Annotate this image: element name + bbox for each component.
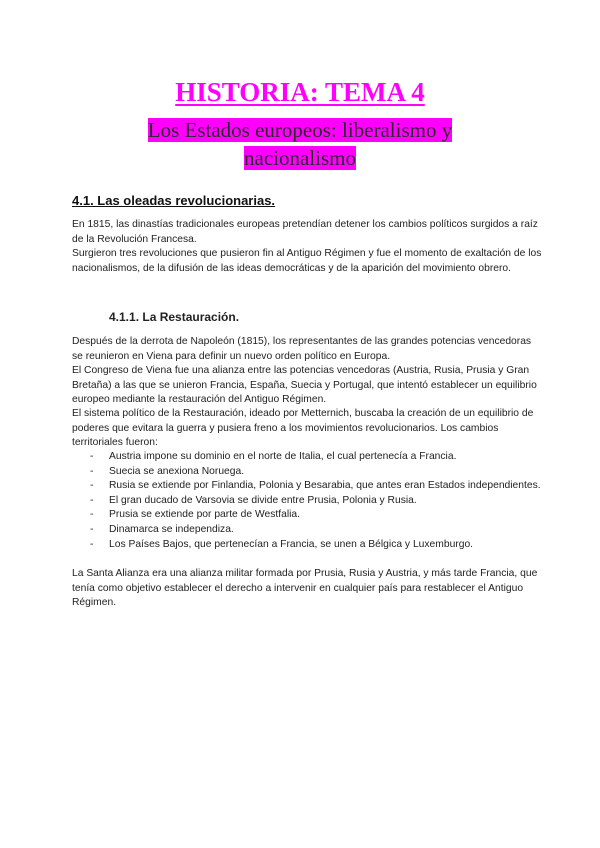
- list-item: [72, 450, 542, 465]
- list-item-text: Rusia se extiende por Finlandia, Polonia y Besarabia, que antes eran Estados independientes.: [109, 480, 541, 492]
- list-item: [72, 479, 542, 494]
- subtitle-line-2: nacionalismo: [244, 146, 356, 170]
- list-bullet: -: [90, 451, 94, 462]
- list-item: [72, 465, 542, 480]
- paragraph-santa-alianza: La Santa Alianza era una alianza militar formada por Prusia, Rusia y Austria, y más tarde Francia, que tenía como objetivo establecer el derecho a intervenir en cualquier país para restablecer el Antiguo Régimen.: [72, 568, 538, 609]
- paragraph-revoluciones: Surgieron tres revoluciones que pusieron fin al Antiguo Régimen y fue el momento de exaltación de los nacionalismos, de la difusión de las ideas democráticas y de la aparición del movimiento obrero.: [72, 248, 542, 274]
- list-item-text: El gran ducado de Varsovia se divide entre Prusia, Polonia y Rusia.: [109, 494, 417, 506]
- list-bullet: -: [90, 480, 94, 492]
- paragraph-intro: En 1815, las dinastías tradicionales europeas pretendían detener los cambios políticos surgidos a raíz de la Revolución Francesa.: [72, 219, 538, 245]
- list-item-text: Prusia se extiende por parte de Westfalia.: [109, 509, 300, 521]
- list-item: [72, 494, 542, 509]
- territorial-changes-list: [72, 450, 542, 552]
- section-heading-oleadas: 4.1. Las oleadas revolucionarias.: [72, 193, 276, 208]
- list-item: [72, 538, 542, 553]
- list-item-text: Austria impone su dominio en el norte de Italia, el cual pertenecía a Francia.: [109, 451, 457, 462]
- list-bullet: -: [90, 509, 94, 521]
- list-item: [72, 508, 542, 523]
- list-item-text: Suecia se anexiona Noruega.: [109, 465, 245, 477]
- paragraph-napoleon: Después de la derrota de Napoleón (1815), los representantes de las grandes potencias vencedoras se reunieron en Viena para definir un nuevo orden político en Europa.: [72, 336, 532, 362]
- subsection-heading-restauracion: 4.1.1. La Restauración.: [109, 310, 240, 324]
- subtitle-line-1: Los Estados europeos: liberalismo y: [147, 118, 453, 142]
- paragraph-congreso-viena: El Congreso de Viena fue una alianza entre las potencias vencedoras (Austria, Rusia, Prusia y Gran Bretaña) a las que se unieron Francia, España, Suecia y Portugal, que intentó establecer un equilibrio europeo mediante la restauración del Antiguo Régimen.: [72, 365, 537, 406]
- list-item-text: Los Países Bajos, que pertenecían a Francia, se unen a Bélgica y Luxemburgo.: [109, 538, 474, 550]
- list-bullet: -: [90, 465, 94, 477]
- page-title: HISTORIA: TEMA 4: [175, 77, 425, 107]
- list-bullet: -: [90, 494, 94, 506]
- list-bullet: -: [90, 538, 94, 550]
- list-item-text: Dinamarca se independiza.: [109, 523, 234, 535]
- page-subtitle: [100, 116, 500, 172]
- list-item: [72, 523, 542, 538]
- paragraph-sistema-politico: El sistema político de la Restauración, ideado por Metternich, buscaba la creación de un equilibrio de poderes que evitara la guerra y pusiera freno a los movimientos revolucionarios. Los cambios territoriales fueron:: [72, 408, 534, 449]
- list-bullet: -: [90, 523, 94, 535]
